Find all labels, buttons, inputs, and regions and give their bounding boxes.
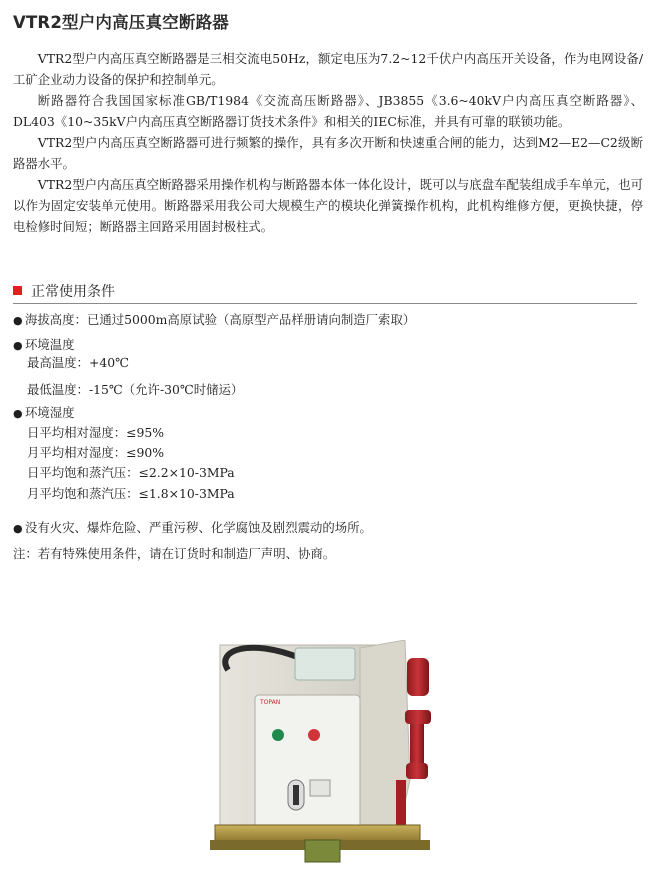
intro-paragraph: VTR2型户内高压真空断路器可进行频繁的操作，具有多次开断和快速重合闸的能力，达到M2—E2—C2级断路器水平。 (13, 135, 643, 171)
brand-logo: TOPAN (260, 699, 281, 706)
condition-temp-min: 最低温度：-15℃（允许-30℃时储运） (27, 382, 244, 397)
intro-paragraph: VTR2型户内高压真空断路器采用操作机构与断路器本体一体化设计，既可以与底盘车配装组成手车单元，也可以作为固定安装单元使用。断路器采用我公司大规模生产的模块化弹簧操作机构，此机构维修方便，更换快捷，停电检修时间短；断路器主回路采用固封极柱式。 (13, 177, 643, 234)
bullet-icon: ● (13, 522, 23, 535)
insulator-top (407, 658, 429, 696)
insulator-bottom (410, 724, 424, 769)
condition-hum-day: 日平均相对湿度：≤95% (27, 425, 165, 440)
red-square-icon (13, 286, 22, 295)
bullet-icon: ● (13, 407, 23, 420)
close-button-icon (272, 729, 284, 741)
condition-text: 海拔高度：已通过5000m高原试验（高原型产品样册请向制造厂索取） (25, 312, 416, 327)
bullet-icon: ● (13, 314, 23, 327)
section-title: 正常使用条件 (31, 284, 115, 300)
intro-paragraph: 断路器符合我国国家标准GB/T1984《交流高压断路器》、JB3855《3.6~40kV户内高压真空断路器》、DL403《10~35kV户内高压真空断路器订货技术条件》和相关的IEC标准，并具有可靠的联锁功能。 (13, 93, 643, 129)
open-button-icon (308, 729, 320, 741)
condition-humidity-head (13, 403, 75, 425)
condition-text: 环境温度 (25, 337, 75, 352)
page-title: VTR2型户内高压真空断路器 (13, 13, 230, 32)
condition-altitude (13, 310, 415, 332)
circuit-breaker-photo (210, 640, 450, 865)
condition-vap-month: 月平均饱和蒸汽压：≤1.8×10-3MPa (27, 486, 235, 501)
section-header (13, 281, 637, 304)
condition-no-hazard (13, 518, 372, 540)
condition-hum-month: 月平均相对湿度：≤90% (27, 445, 165, 460)
bullet-icon: ● (13, 339, 23, 352)
circuit-breaker-illustration (210, 640, 450, 865)
intro-text (13, 48, 643, 237)
condition-text: 环境湿度 (25, 405, 75, 420)
condition-vap-day: 日平均饱和蒸汽压：≤2.2×10-3MPa (27, 465, 235, 480)
intro-paragraph: VTR2型户内高压真空断路器是三相交流电50Hz，额定电压为7.2~12千伏户内高压开关设备，作为电网设备/工矿企业动力设备的保护和控制单元。 (13, 51, 643, 87)
condition-text: 没有火灾、爆炸危险、严重污秽、化学腐蚀及剧烈震动的场所。 (25, 520, 372, 535)
front-panel (255, 695, 360, 830)
condition-note: 注：若有特殊使用条件，请在订货时和制造厂声明、协商。 (13, 546, 336, 561)
condition-temp-max: 最高温度：+40℃ (27, 355, 129, 370)
